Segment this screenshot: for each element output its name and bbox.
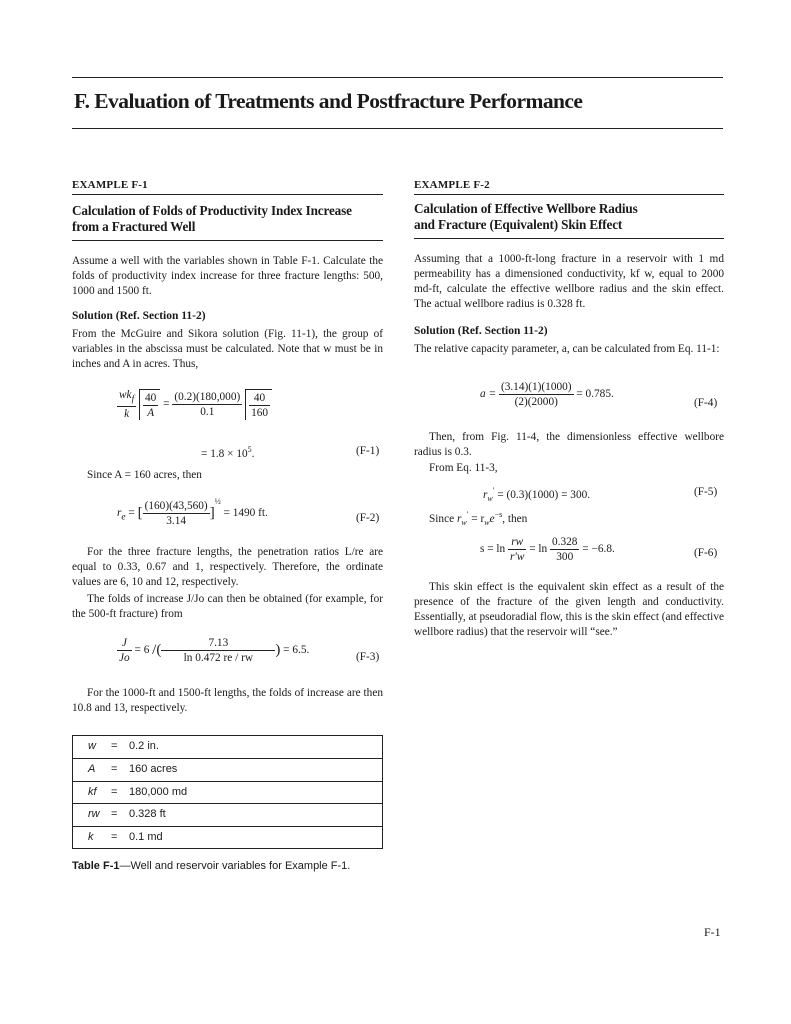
eq4-result: = 0.785. [576,388,614,401]
eq1-k: k [124,408,130,421]
eq3-inner-fraction [161,636,275,665]
table-row [73,759,382,782]
example-f2-rule-top [414,194,724,195]
example-f2-title-line1: Calculation of Effective Wellbore Radius [414,201,638,216]
example-f2-title-line2: and Fracture (Equivalent) Skin Effect [414,217,623,232]
table-value: 0.2 in. [129,740,159,752]
eq6-fraction-values [550,535,579,564]
example-f2-intro: Assuming that a 1000-ft-long fracture in a reservoir with 1 md permeability has a dimensioned conductivity, kf w, equal to 2000 md-ft, calculate the effective wellbore radius and the skin effect. The actual wellbore radius is 0.328 ft. [414,253,724,311]
eq1-right-num: 40 [249,391,270,406]
since-rw-lead: Since [429,512,455,525]
since-rw-text: Since $r_w' = r_we^{-s}$, then [429,510,528,528]
example-f1-title [72,203,392,235]
eq2-den: 3.14 [166,514,187,527]
para-penetration-ratios: For the three fracture lengths, the penetration ratios L/re are equal to 0.33, 0.67 and 1, respectively. Therefore, the ordinate values are 6, 10 and 12, respectively. [72,546,383,589]
table-row [73,736,382,759]
eq1-sqrt-40-over-160 [245,389,272,420]
page-title: F. Evaluation of Treatments and Postfracture Performance [74,89,583,113]
equation-f2: $r_e$ = [ $\frac{(160)(43,560)}{3.14}$ ]$^{\frac{1}{2}}$ = 1490 ft. [117,497,268,527]
equation-f5: $r_w' = (0.3)(1000) = 300$. [483,486,591,504]
eq3-number: (F-3) [356,651,380,663]
eq6-num2: 0.328 [552,536,578,548]
eq2-exponent: ½ [214,497,221,506]
eq5-number: (F-5) [694,486,718,498]
eq2-re: r [117,507,122,519]
eq1-result-exponent: 5 [247,445,252,454]
eq1-sqrt-40-over-a [139,389,160,420]
eq1-wk: wk [119,389,132,401]
eq1-number: (F-1) [356,445,380,457]
since-rw-mid: = r [471,512,485,525]
eq6-mid: = ln [529,543,548,556]
table-value: 0.328 ft [129,808,166,821]
eq3-j-over-jo [117,636,132,665]
example-f2-solution-text: The relative capacity parameter, a, can be calculated from Eq. 11-1: [414,343,720,355]
eq2-result: = 1490 ft. [223,507,268,519]
table-symbol: kf [88,785,97,798]
table-row [73,782,382,805]
eq3-result: = 6.5. [283,644,310,657]
equation-f1: $\frac{wk_f}{k}$ $\frac{40}{A}$ = $\frac{(0.2)(180,000)}{0.1}$ $\frac{40}{160}$ [117,388,272,421]
eq4-den: (2)(2000) [514,396,558,408]
example-f1-title-line1: Calculation of Folds of Productivity Index Increase [72,203,352,218]
eq3-num: J [121,637,127,649]
table-symbol: rw [88,808,100,821]
example-f1-title-line2: from a Fractured Well [72,219,196,234]
example-f1-rule-top [72,194,383,195]
equation-f4 [480,380,614,409]
eq1-result-text: = 1.8 × 10 [201,447,248,460]
eq6-lhs: s = ln [480,543,506,556]
example-f2-rule-bottom [414,238,724,239]
eq1-result: = $1.8 \times 10^5$. [201,445,255,460]
eq4-number: (F-4) [694,397,718,409]
table-equals: = [111,740,118,752]
table-value: 0.1 md [129,831,163,844]
example-f2-title [414,201,734,233]
from-eq-text: From Eq. 11-3, [429,462,498,474]
table-equals: = [111,831,118,844]
table-symbol: w [88,740,96,752]
eq1-middle-fraction [172,390,242,419]
header-top-rule [72,77,723,78]
eq2-fraction [143,499,210,528]
eq6-den1: r'w [510,551,525,563]
para-folds-of-increase: The folds of increase J/Jo can then be obtained (for example, for the 500-ft fracture) from [72,593,383,621]
table-f1-caption [72,860,350,872]
table-symbol: k [88,831,94,844]
example-f1-solution-heading: Solution (Ref. Section 11-2) [72,310,206,322]
since-rw-tail: , then [502,512,528,525]
eq6-result: = −6.8. [582,543,615,556]
equation-f3: $\frac{J}{Jo}$ = 6 /( $\frac{7.13}{\ln 0.472 re / rw}$ ) = 6.5. [119,637,310,664]
eq1-sub-f: f [131,394,135,405]
eq1-right-den: 160 [251,407,269,420]
table-value: 160 acres [129,762,178,775]
example-f1-solution-text: From the McGuire and Sikora solution (Fig. 11-1), the group of variables in the abscissa must be calculated. Note that w must be in inches and A in acres. Thus, [72,328,383,371]
eq3-den: Jo [119,652,130,664]
table-equals: = [111,808,118,821]
eq2-num: (160)(43,560) [144,499,208,512]
example-f2-label: EXAMPLE F-2 [414,179,490,191]
eq6-fraction-rw [508,535,526,564]
eq6-number: (F-6) [694,547,718,559]
eq4-lhs: a = [480,388,497,401]
page-number: F-1 [704,925,721,939]
para-skin-effect: This skin effect is the equivalent skin effect as a result of the presence of the fracture of the given length and conductivity. Essentially, at pseudoradial flow, this is the skin effect (and effective wellbore radius) that the reservoir will “see.” [414,581,724,639]
eq3-six: = 6 [134,644,150,657]
table-caption-bold: Table F-1 [72,860,120,872]
eq1-sqrt-num: 40 [145,392,157,405]
eq1-mid-den: 0.1 [200,406,215,419]
example-f1-label: EXAMPLE F-1 [72,179,148,191]
example-f1-intro: Assume a well with the variables shown in Table F-1. Calculate the folds of productivity index increase for three fracture lengths: 500, 1000 and 1500 ft. [72,255,383,298]
table-equals: = [111,785,118,798]
table-caption-text: —Well and reservoir variables for Example F-1. [119,860,351,872]
table-equals: = [111,762,118,775]
table-row [73,827,382,850]
eq1-mid-num: (0.2)(180,000) [174,391,241,404]
eq3-inner-num: 7.13 [161,636,275,651]
para-dimensionless-radius: Then, from Fig. 11-4, the dimensionless effective wellbore radius is 0.3. [414,431,724,459]
eq6-den2: 300 [556,551,574,563]
eq5-text: = (0.3)(1000) = 300. [497,488,591,501]
since-a-text: Since A = 160 acres, then [87,469,202,481]
eq4-fraction [499,380,574,409]
eq2-re-sub: e [121,512,126,523]
para-conclusion: For the 1000-ft and 1500-ft lengths, the folds of increase are then 10.8 and 13, respectively. [72,687,383,715]
table-symbol: A [88,762,96,775]
table-row [73,804,382,827]
header-bottom-rule [72,128,723,129]
eq3-inner-den: ln 0.472 re / rw [183,652,254,664]
eq1-sqrt-den: A [147,407,155,420]
table-value: 180,000 md [129,785,188,798]
table-f1 [72,735,383,849]
example-f1-rule-bottom [72,240,383,241]
eq4-num: (3.14)(1)(1000) [500,381,572,393]
example-f2-solution-heading: Solution (Ref. Section 11-2) [414,325,548,337]
eq6-num1: rw [508,535,526,550]
eq2-number: (F-2) [356,512,380,524]
equation-f6 [480,535,615,564]
eq1-wkf-over-k [117,388,136,421]
